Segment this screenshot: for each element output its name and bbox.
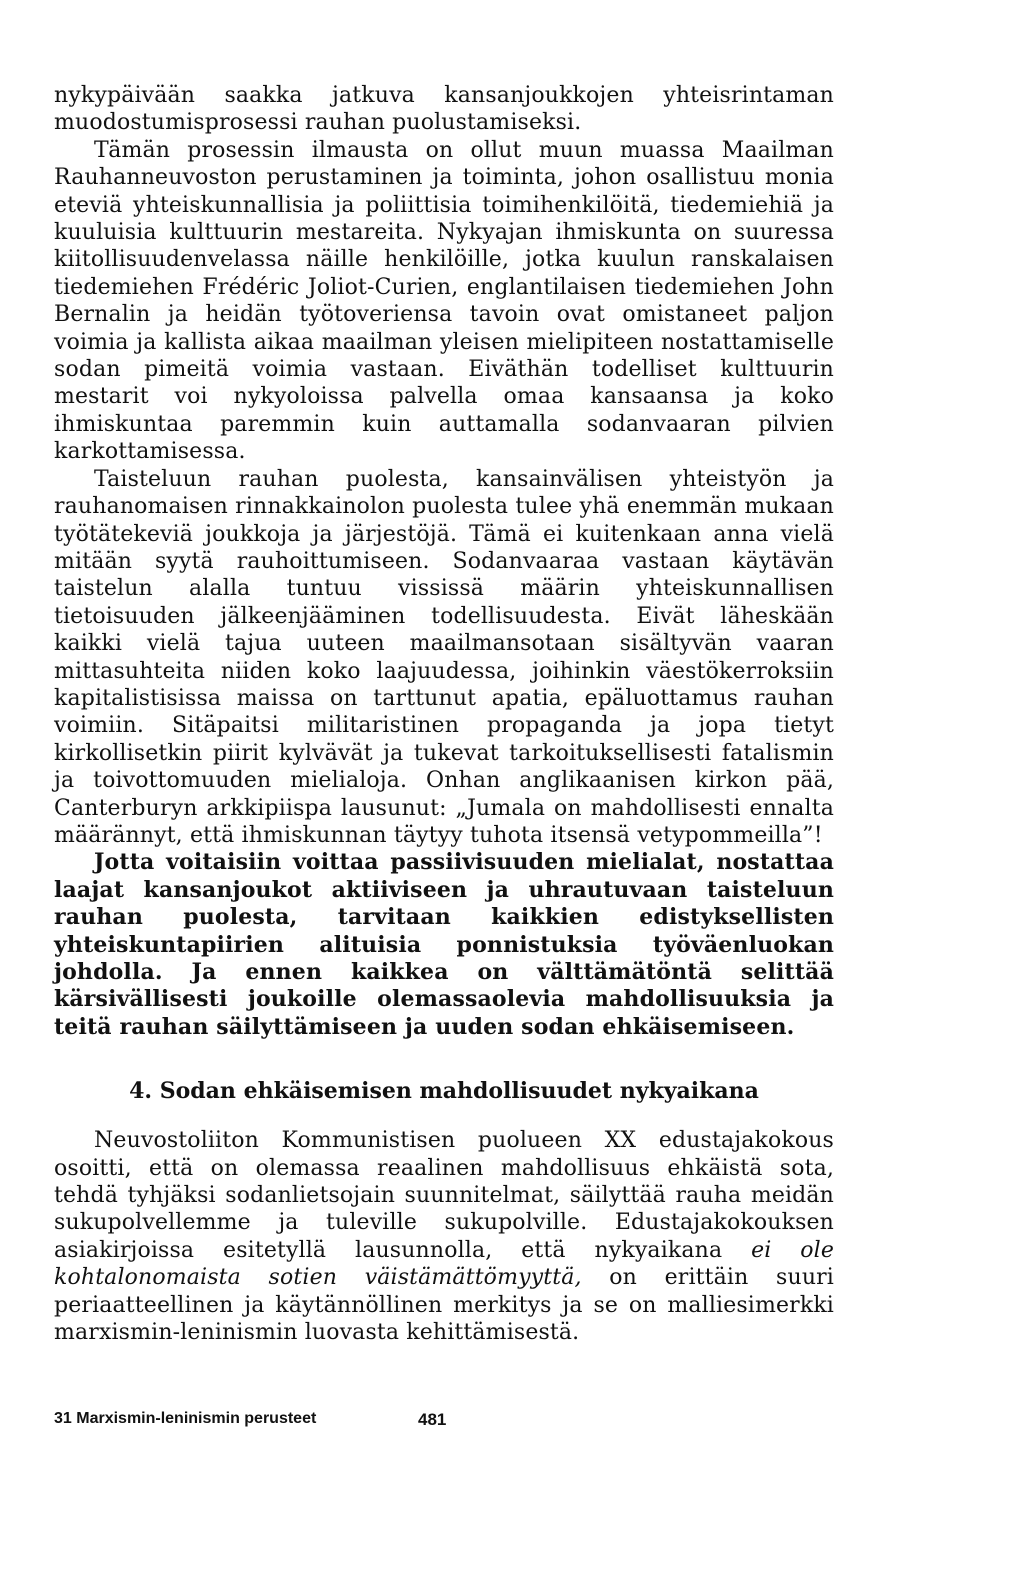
printer-signature: 31 Marxismin-leninismin perusteet [54, 1410, 317, 1427]
paragraph-peace-council: Tämän prosessin ilmausta on ollut muun muassa Maailman Rauhanneuvoston perustaminen ja toiminta, johon osallistuu monia eteviä yhteiskunnallisia ja poliittisia toimihenkilöitä, tiedemiehiä ja kuuluisia kulttuurin mestareita. Nykyajan ihmiskunta on suuressa kiitollisuudenvelassa näille henkilöille, jotka kuulun ranskalaisen tiedemiehen Frédéric Joliot-Curien, englantilaisen tiedemiehen John Bernalin ja heidän työtoveriensa tavoin ovat omistaneet paljon voimia ja kallista aikaa maailman yleisen mielipiteen nostattamiselle sodan pimeitä voimia vastaan. Eiväthän todelliset kulttuurin mestarit voi nykyoloissa palvella omaa kansaansa ja koko ihmiskuntaa paremmin kuin auttamalla sodanvaaran pilvien karkottamisessa. [54, 137, 834, 465]
section-heading: 4. Sodan ehkäisemisen mahdollisuudet nykyaikana [129, 1078, 759, 1105]
paragraph-bold-conclusion: Jotta voitaisiin voittaa passiivisuuden mielialat, nostattaa laajat kansanjoukot aktiiviseen ja uhrautuvaan taisteluun rauhan puolesta, tarvitaan kaikkien edistyksellisten yhteiskuntapiirien alituisia ponnistuksia työväenluokan johdolla. Ja ennen kaikkea on välttämätöntä selittää kärsivällisesti joukoille olemassaolevia mahdollisuuksia ja teitä rauhan säilyttämiseen ja uuden sodan ehkäisemiseen. [54, 849, 834, 1040]
paragraph-text-before-italic: Neuvostoliiton Kommunistisen puolueen XX edustajakokous osoitti, että on olemassa reaalinen mahdollisuus ehkäistä sota, tehdä tyhjäksi sodanlietsojain suunnitelmat, säilyttää rauha meidän sukupolvellemme ja tuleville sukupolville. Edustajakokouksen asiakirjoissa esitetyllä lausunnolla, että nykyaikana [54, 1128, 834, 1263]
page-body [54, 82, 834, 1346]
page-footer [54, 1410, 834, 1428]
page-number: 481 [418, 1410, 447, 1429]
paragraph-text-after-italic: on erittäin suuri periaatteellinen ja käytännöllinen merkitys ja se on malliesimerkki marxismin-leninismin luovasta kehittämisestä. [54, 1265, 834, 1346]
paragraph-section-4 [54, 1127, 834, 1346]
paragraph-continuation: nykypäivään saakka jatkuva kansanjoukkojen yhteisrintaman muodostumisprosessi rauhan puolustamiseksi. [54, 83, 834, 136]
paragraph-struggle: Taisteluun rauhan puolesta, kansainvälisen yhteistyön ja rauhanomaisen rinnakkainolon puolesta tulee yhä enemmän mukaan työtätekeviä joukkoja ja järjestöjä. Tämä ei kuitenkaan anna vielä mitään syytä rauhoittumiseen. Sodanvaaraa vastaan käytävän taistelun alalla tuntuu vississä määrin yhteiskunnallisen tietoisuuden jälkeenjääminen todellisuudesta. Eivät läheskään kaikki vielä tajua uuteen maailmansotaan sisältyvän vaaran mittasuhteita niiden koko laajuudessa, joihinkin väestökerroksiin kapitalistisissa maissa on tarttunut apatia, epäluottamus rauhan voimiin. Sitäpaitsi militaristinen propaganda ja jopa tietyt kirkollisetkin piirit kylvävät ja tukevat tarkoituksellisesti fatalismin ja toivottomuuden mielialoja. Onhan anglikaanisen kirkon pää, Canterburyn arkkipiispa lausunut: „Jumala on mahdollisesti ennalta määrännyt, että ihmiskunnan täytyy tuhota itsensä vetypommeilla”! [54, 466, 834, 848]
paragraph-italic-phrase: ei ole kohtalonomaista sotien väistämättömyyttä, [54, 1237, 835, 1291]
